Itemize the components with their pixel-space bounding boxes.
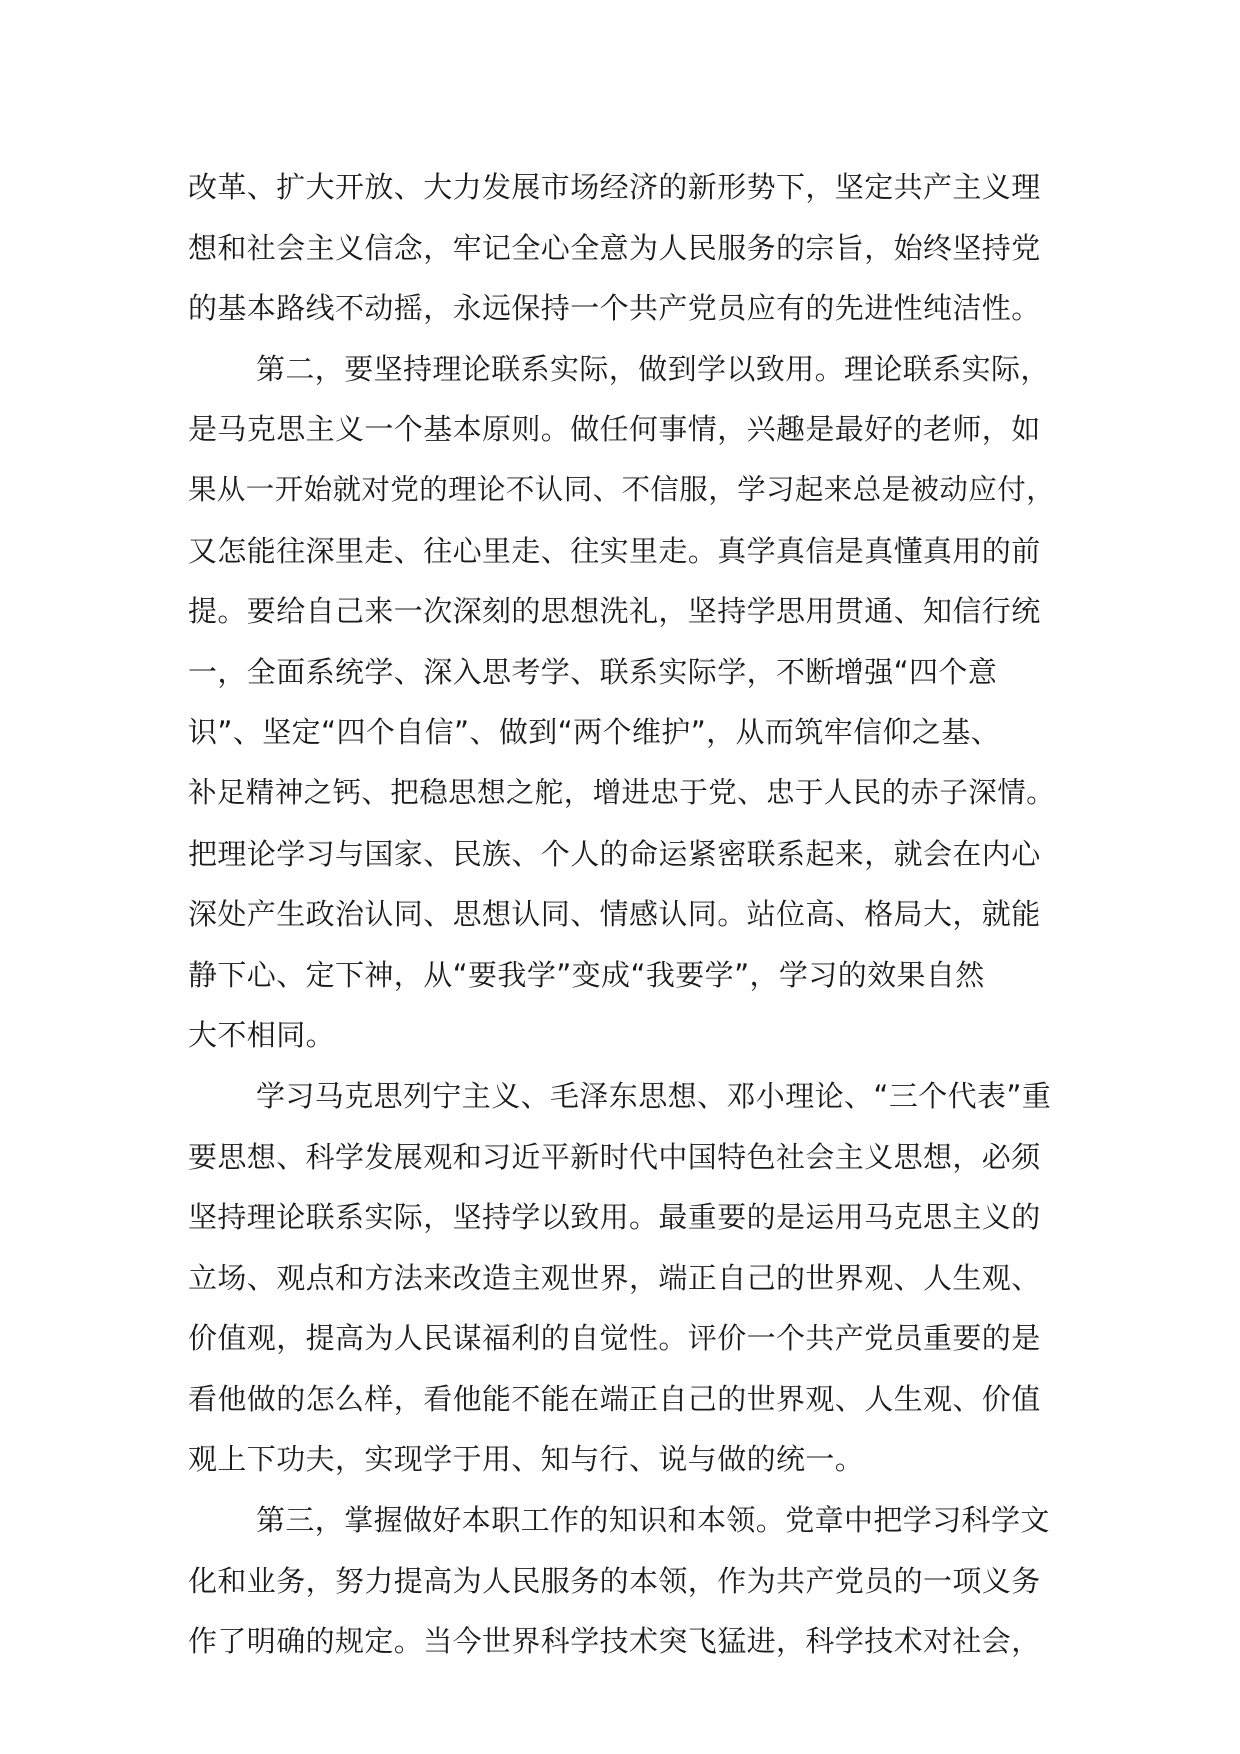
text-line: 化和业务，努力提高为人民服务的本领，作为共产党员的一项义务	[188, 1563, 1041, 1598]
text-line: 作了明确的规定。当今世界科学技术突飞猛进，科学技术对社会，	[188, 1624, 1041, 1659]
text-line: 改革、扩大开放、大力发展市场经济的新形势下，坚定共产主义理	[188, 170, 1041, 204]
text-line: 把理论学习与国家、民族、个人的命运紧密联系起来，就会在内心	[188, 836, 1041, 871]
text-line: 立场、观点和方法来改造主观世界，端正自己的世界观、人生观、	[188, 1260, 1041, 1295]
text-line: 价值观，提高为人民谋福利的自觉性。评价一个共产党员重要的是	[188, 1321, 1041, 1356]
text-line: 想和社会主义信念，牢记全心全意为人民服务的宗旨，始终坚持党	[188, 230, 1041, 265]
paragraph-first-line: 第三，掌握做好本职工作的知识和本领。党章中把学习科学文	[256, 1503, 1050, 1538]
body-text	[188, 157, 1068, 1672]
text-line: 果从一开始就对党的理论不认同、不信服，学习起来总是被动应付，	[188, 472, 1056, 506]
text-line: 补足精神之钙、把稳思想之舵，增进忠于党、忠于人民的赤子深情。	[188, 775, 1056, 809]
text-line: 识”、坚定“四个自信”、做到“两个维护”，从而筑牢信仰之基、	[188, 715, 1001, 750]
text-line: 静下心、定下神，从“要我学”变成“我要学”，学习的效果自然	[188, 957, 985, 992]
text-line: 的基本路线不动摇，永远保持一个共产党员应有的先进性纯洁性。	[188, 291, 1041, 326]
paragraph-first-line: 第二，要坚持理论联系实际，做到学以致用。理论联系实际，	[256, 351, 1050, 386]
text-line: 一，全面系统学、深入思考学、联系实际学，不断增强“四个意	[188, 654, 998, 689]
text-line: 深处产生政治认同、思想认同、情感认同。站位高、格局大，就能	[188, 897, 1041, 932]
text-line: 提。要给自己来一次深刻的思想洗礼，坚持学思用贯通、知信行统	[188, 594, 1041, 629]
paragraph-first-line: 学习马克思列宁主义、毛泽东思想、邓小理论、“三个代表”重	[256, 1078, 1052, 1113]
text-line: 又怎能往深里走、往心里走、往实里走。真学真信是真懂真用的前	[188, 533, 1041, 568]
text-line: 要思想、科学发展观和习近平新时代中国特色社会主义思想，必须	[188, 1139, 1041, 1174]
text-line: 坚持理论联系实际，坚持学以致用。最重要的是运用马克思主义的	[188, 1200, 1041, 1235]
text-line: 是马克思主义一个基本原则。做任何事情，兴趣是最好的老师，如	[188, 412, 1041, 447]
text-line: 观上下功夫，实现学于用、知与行、说与做的统一。	[188, 1442, 865, 1477]
text-line: 大不相同。	[188, 1018, 336, 1053]
text-line: 看他做的怎么样，看他能不能在端正自己的世界观、人生观、价值	[188, 1381, 1041, 1416]
